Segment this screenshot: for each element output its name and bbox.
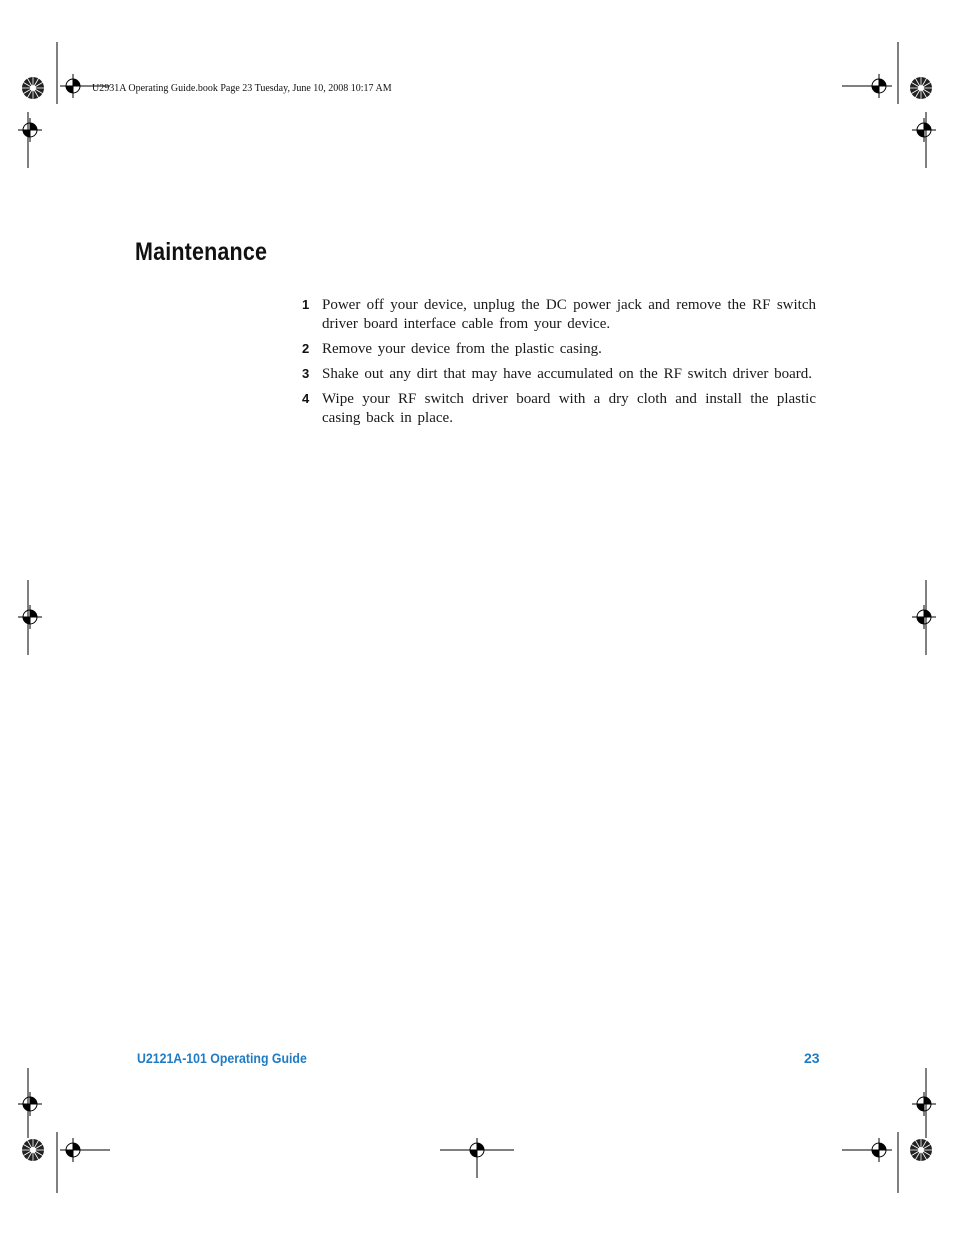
registration-mark-icon [18,118,42,142]
color-wheel-icon [910,1139,932,1161]
page-title: Maintenance [135,238,268,266]
step-text: Remove your device from the plastic casing. [322,341,602,357]
registration-mark-icon [61,1138,85,1162]
step-number: 3 [302,366,310,381]
step-item [300,390,816,428]
registration-mark-icon [465,1138,489,1162]
registration-mark-icon [18,605,42,629]
registration-mark-icon [912,605,936,629]
step-text: Shake out any dirt that may have accumulated on the RF switch driver board. [322,366,813,382]
footer-guide-name: U2121A-101 Operating Guide [137,1050,307,1066]
step-text: Power off your device, unplug the DC power jack and remove the RF switch driver board interface cable from your device. [322,297,816,332]
color-wheel-icon [22,77,44,99]
step-number: 4 [302,391,310,406]
registration-mark-icon [18,1092,42,1116]
step-text: Wipe your RF switch driver board with a dry cloth and install the plastic casing back in place. [322,391,816,426]
registration-mark-icon [867,1138,891,1162]
step-number: 2 [302,341,310,356]
color-wheel-icon [910,77,932,99]
registration-mark-icon [912,118,936,142]
step-item [300,365,816,384]
color-wheel-icon [22,1139,44,1161]
footer-page-number: 23 [804,1050,820,1066]
registration-mark-icon [61,74,85,98]
step-item [300,340,816,359]
maintenance-steps [300,296,816,434]
print-header-info: U2931A Operating Guide.book Page 23 Tuesday, June 10, 2008 10:17 AM [92,83,392,94]
step-item [300,296,816,334]
step-number: 1 [302,297,310,312]
registration-mark-icon [867,74,891,98]
registration-mark-icon [912,1092,936,1116]
